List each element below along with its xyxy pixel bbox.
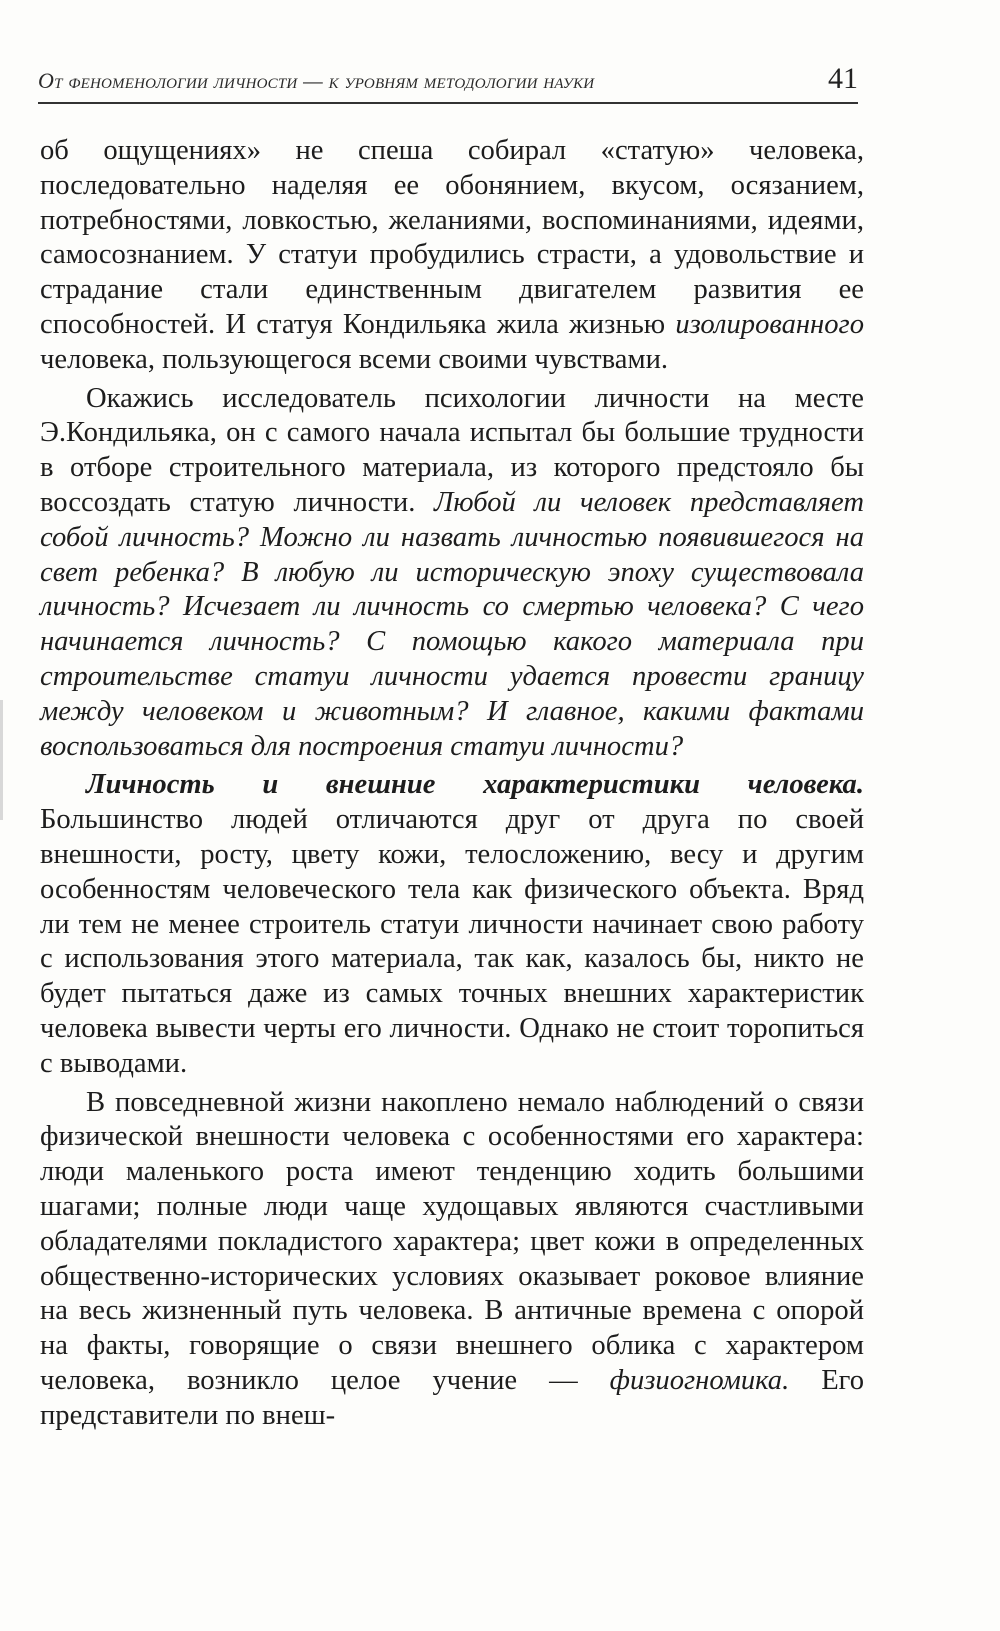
page-number: 41 — [828, 62, 858, 95]
running-title: От феноменологии личности — к уровням методологии науки — [38, 68, 595, 93]
paragraph-3 — [40, 768, 864, 1081]
running-header — [38, 58, 858, 104]
text-run: Большинство людей отличаются друг от друга по своей внешности, росту, цвету кожи, телосложению, весу и другим особенностям человеческого тела как физического объекта. Вряд ли тем не менее строитель статуи личности начинает свою работу с использования этого материала, так как, казалось бы, никто не будет пытаться даже из самых точных внешних характеристик человека вывести черты его личности. Однако не стоит торопиться с выводами. — [40, 804, 864, 1079]
body-text — [40, 134, 864, 1433]
paragraph-4 — [40, 1086, 864, 1434]
page-edge-shadow — [0, 700, 3, 820]
paragraph-1 — [40, 134, 864, 378]
text-run: человека, пользующегося всеми своими чувствами. — [40, 343, 669, 375]
paragraph-2 — [40, 382, 864, 765]
text-run: Его представители по внеш- — [40, 1364, 864, 1431]
italic-term-physiognomy: физиогномика. — [609, 1364, 790, 1396]
text-run: В повседневной жизни накоплено немало наблюдений о связи физической внешности человека с особенностями его характера: люди маленького роста имеют тенденцию ходить большими шагами; полные люди чаще худощавых являются счастливыми обладателями покладистого характера; цвет кожи в определенных общественно-исторических условиях оказывает роковое влияние на весь жизненный путь человека. В античные времена с опорой на факты, говорящие о связи внешнего облика с характером человека, возникло целое учение — — [40, 1086, 864, 1396]
section-run-in-heading: Личность и внешние характеристики человека. — [86, 769, 864, 801]
text-run: Окажись исследователь психологии личности на месте Э.Кондильяка, он с самого начала испытал бы большие трудности в отборе строительного материала, из которого предстояло бы воссоздать статую личности. — [40, 382, 864, 518]
italic-term-isolated: изолированного — [675, 308, 864, 340]
italic-questions: Любой ли человек представляет собой личность? Можно ли назвать личностью появившегося на свет ребенка? В любую ли историческую эпоху существовала личность? Исчезает ли личность со смертью человека? С чего начинается личность? С помощью какого материала при строительстве статуи личности удается провести границу между человеком и животным? И главное, какими фактами воспользоваться для построения статуи личности? — [40, 486, 864, 762]
text-run: об ощущениях» не спеша собирал «статую» человека, последовательно наделяя ее обонянием, вкусом, осязанием, потребностями, ловкостью, желаниями, воспоминаниями, идеями, самосознанием. У статуи пробудились страсти, а удовольствие и страдание стали единственным двигателем развития ее способностей. И статуя Кондильяка жила жизнью — [40, 135, 864, 340]
